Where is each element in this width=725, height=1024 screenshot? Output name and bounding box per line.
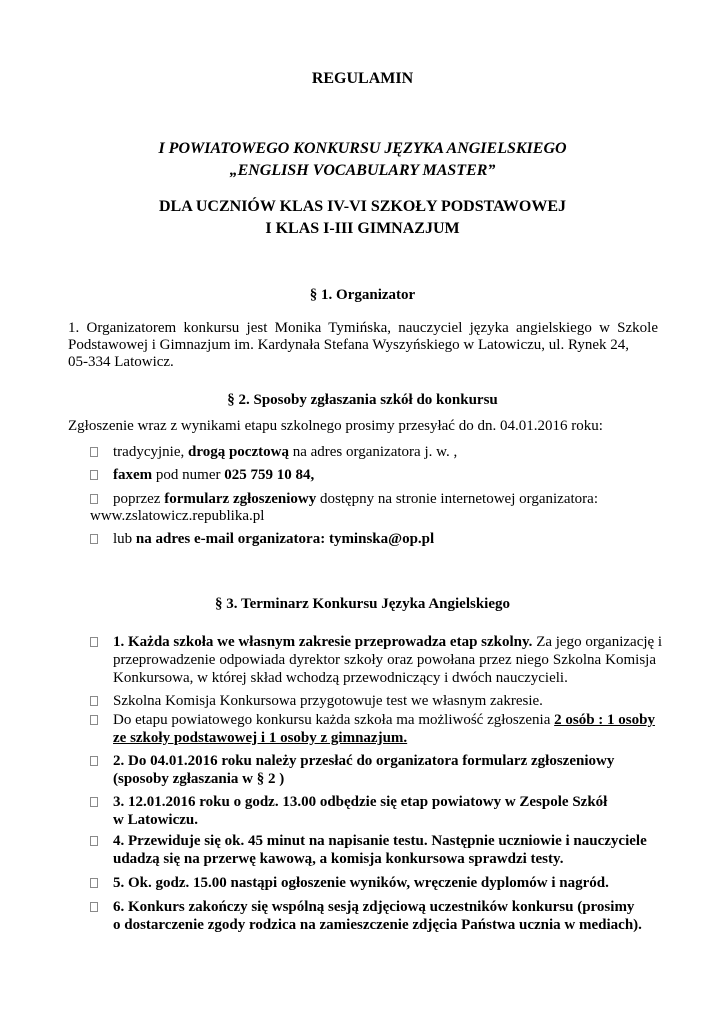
organizer-website: www.zslatowicz.republika.pl [90, 508, 265, 524]
list-item-text: 6. Konkurs zakończy się wspólną sesją zdjęciową uczestników konkursu (prosimy o dostarczenie zgody rodzica na zamieszczenie zdjęcia Państwa ucznia w mediach). [113, 899, 642, 933]
section-1-line-3: 05-334 Latowicz. [68, 354, 174, 370]
bullet-icon [90, 715, 98, 725]
list-item [90, 874, 656, 892]
section-2-heading: § 2. Sposoby zgłaszania szkół do konkursu [227, 392, 498, 408]
list-item-text: tradycyjnie, drogą pocztową na adres organizatora j. w. , [113, 444, 458, 460]
list-item [90, 692, 656, 710]
list-item [90, 466, 656, 484]
bullet-icon [90, 756, 98, 766]
list-item-text: faxem pod numer 025 759 10 84, [113, 467, 315, 483]
contest-title-line-2: „ENGLISH VOCABULARY MASTER” [229, 162, 496, 179]
list-item [90, 711, 656, 747]
list-item [90, 793, 656, 829]
section-3-heading: § 3. Terminarz Konkursu Języka Angielskiego [214, 596, 511, 612]
list-item [90, 752, 656, 788]
bullet-icon [90, 902, 98, 912]
bullet-icon [90, 534, 98, 544]
list-item [90, 832, 656, 868]
bullet-icon [90, 797, 98, 807]
document-title: REGULAMIN [311, 70, 414, 87]
list-item-text: 1. Każda szkoła we własnym zakresie przeprowadza etap szkolny. Za jego organizację i przeprowadzenie odpowiada dyrektor szkoły oraz powołana przez niego Szkolna Komisja Konkursowa, w której skład wchodzą przewodniczący i dwóch nauczycieli. [113, 634, 663, 686]
list-item [90, 633, 663, 687]
list-item-text: poprzez formularz zgłoszeniowy dostępny na stronie internetowej organizatora: [113, 491, 598, 507]
list-item-text: Do etapu powiatowego konkursu każda szkoła ma możliwość zgłoszenia 2 osób : 1 osoby ze szkoły podstawowej i 1 osoby z gimnazjum. [113, 712, 655, 746]
list-item-text: Szkolna Komisja Konkursowa przygotowuje test we własnym zakresie. [113, 693, 543, 709]
section-2-intro: Zgłoszenie wraz z wynikami etapu szkolnego prosimy przesyłać do dn. 04.01.2016 roku: [68, 418, 603, 434]
contest-title-line-1: I POWIATOWEGO KONKURSU JĘZYKA ANGIELSKIEGO [158, 140, 567, 157]
section-1-line-2: Podstawowej i Gimnazjum im. Kardynała Stefana Wyszyńskiego w Latowiczu, ul. Rynek 24, [68, 337, 630, 353]
bullet-icon [90, 696, 98, 706]
audience-line-1: DLA UCZNIÓW KLAS IV-VI SZKOŁY PODSTAWOWEJ [158, 198, 567, 215]
list-item-text: lub na adres e-mail organizatora: tyminska@op.pl [113, 531, 435, 547]
list-item [90, 530, 656, 548]
bullet-icon [90, 470, 98, 480]
section-1-line-1: 1. Organizatorem konkursu jest Monika Tymińska, nauczyciel języka angielskiego w Szkole [68, 320, 658, 336]
list-item-text: 4. Przewiduje się ok. 45 minut na napisanie testu. Następnie uczniowie i nauczyciele udadzą się na przerwę kawową, a komisja konkursowa sprawdzi testy. [113, 833, 647, 867]
audience-line-2: I KLAS I-III GIMNAZJUM [265, 220, 460, 237]
list-item-text: 3. 12.01.2016 roku o godz. 13.00 odbędzie się etap powiatowy w Zespole Szkół w Latowiczu. [113, 794, 608, 828]
list-item-text: 2. Do 04.01.2016 roku należy przesłać do organizatora formularz zgłoszeniowy (sposoby zgłaszania w § 2 ) [113, 753, 615, 787]
list-item [90, 898, 656, 934]
bullet-icon [90, 447, 98, 457]
bullet-icon [90, 494, 98, 504]
bullet-icon [90, 637, 98, 647]
bullet-icon [90, 836, 98, 846]
list-item [90, 443, 656, 461]
section-1-heading: § 1. Organizator [309, 287, 416, 303]
bullet-icon [90, 878, 98, 888]
list-item-text: 5. Ok. godz. 15.00 nastąpi ogłoszenie wyników, wręczenie dyplomów i nagród. [113, 875, 609, 891]
